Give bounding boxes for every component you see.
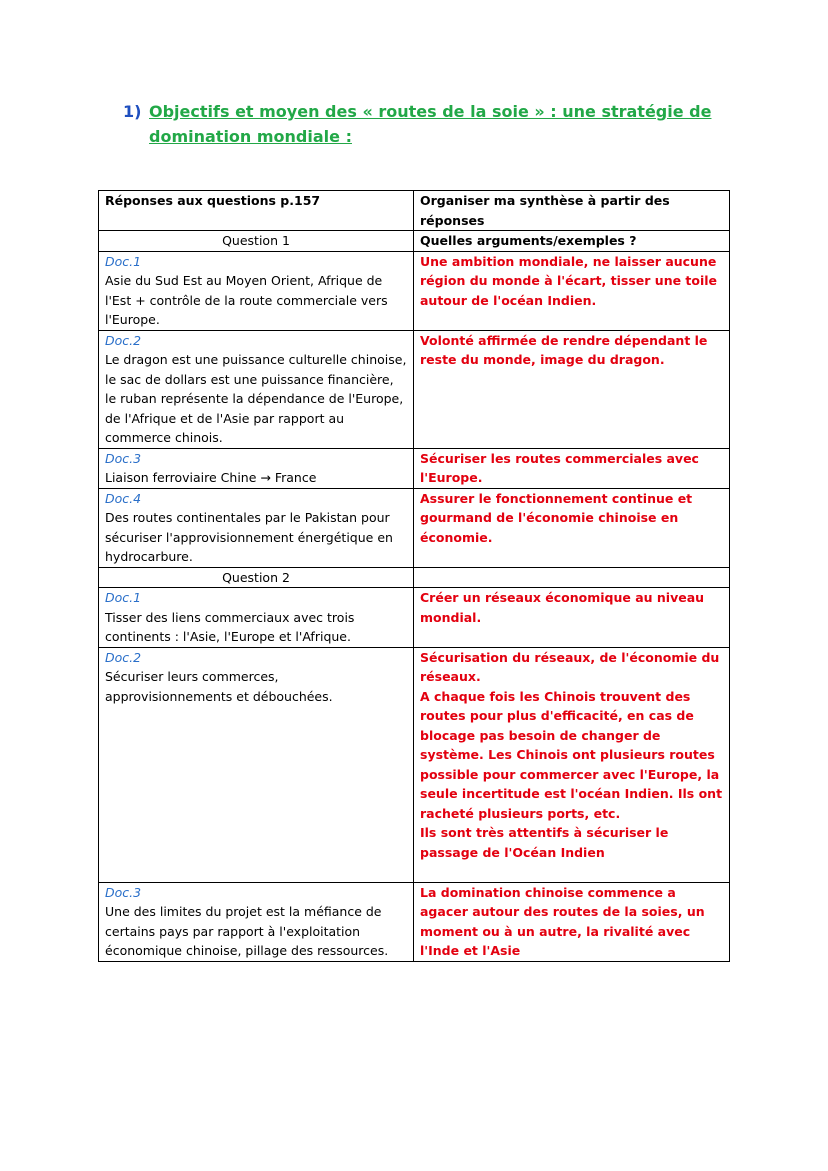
- section-number: 1): [123, 102, 142, 121]
- table-header-row: [99, 191, 730, 231]
- header-left: Réponses aux questions p.157: [99, 191, 414, 231]
- header-right: Organiser ma synthèse à partir des réponses: [414, 191, 730, 231]
- table-row: [99, 448, 730, 488]
- doc-text: Sécuriser leurs commerces, approvisionnements et débouchées.: [105, 669, 333, 704]
- doc-label: Doc.2: [105, 332, 142, 348]
- spacer: [420, 862, 723, 882]
- question-1-label: Question 1: [99, 231, 414, 252]
- answer-text: Une ambition mondiale, ne laisser aucune région du monde à l'écart, tisser une toile autour de l'océan Indien.: [420, 253, 718, 308]
- table-row: [99, 488, 730, 567]
- answer-text: Sécuriser les routes commerciales avec l'Europe.: [420, 450, 699, 485]
- doc-text: Liaison ferroviaire Chine → France: [105, 470, 317, 485]
- answer-text: Sécurisation du réseaux, de l'économie du réseaux.: [420, 649, 720, 684]
- doc-label: Doc.3: [105, 450, 142, 466]
- doc-text: Asie du Sud Est au Moyen Orient, Afrique de l'Est + contrôle de la route commerciale vers l'Europe.: [105, 273, 388, 327]
- table-row: [99, 882, 730, 961]
- answer-text: Créer un réseaux économique au niveau mondial.: [420, 590, 705, 625]
- doc-text: Le dragon est une puissance culturelle chinoise, le sac de dollars est une puissance financière, le ruban représente la dépendance de l'Europe, de l'Afrique et de l'Asie par rapport au commerce chinois.: [105, 352, 407, 445]
- answer-text: La domination chinoise commence a agacer autour des routes de la soies, un moment ou à un autre, la rivalité avec l'Inde et l'Asie: [420, 884, 705, 958]
- table-row: [99, 330, 730, 448]
- doc-text: Une des limites du projet est la méfiance de certains pays par rapport à l'exploitation économique chinoise, pillage des ressources.: [105, 904, 389, 958]
- section-heading: [123, 99, 723, 149]
- question-2-label: Question 2: [99, 567, 414, 588]
- question-2-row: [99, 567, 730, 588]
- question-2-right: [414, 567, 730, 588]
- section-title: Objectifs et moyen des « routes de la soie » : une stratégie de domination mondiale :: [149, 102, 712, 146]
- synthesis-table: [98, 190, 730, 962]
- answer-text: Ils sont très attentifs à sécuriser le passage de l'Océan Indien: [420, 825, 669, 860]
- table-row: [99, 647, 730, 882]
- doc-label: Doc.3: [105, 884, 142, 900]
- doc-text: Tisser des liens commerciaux avec trois continents : l'Asie, l'Europe et l'Afrique.: [105, 609, 355, 644]
- answer-text: Assurer le fonctionnement continue et gourmand de l'économie chinoise en économie.: [420, 490, 693, 545]
- doc-label: Doc.4: [105, 490, 142, 506]
- answer-text: Volonté affirmée de rendre dépendant le reste du monde, image du dragon.: [420, 332, 708, 367]
- table-row: [99, 588, 730, 648]
- answer-text: A chaque fois les Chinois trouvent des routes pour plus d'efficacité, en cas de blocage pas besoin de changer de système. Les Chinois ont plusieurs routes possible pour commercer avec l'Europe, la seule incertitude est l'océan Indien. Ils ont racheté plusieurs ports, etc.: [420, 688, 723, 821]
- doc-label: Doc.1: [105, 253, 142, 269]
- table-row: [99, 251, 730, 330]
- doc-label: Doc.1: [105, 590, 142, 605]
- doc-label: Doc.2: [105, 649, 142, 665]
- question-1-row: [99, 231, 730, 252]
- question-1-right: Quelles arguments/exemples ?: [414, 231, 730, 252]
- doc-text: Des routes continentales par le Pakistan pour sécuriser l'approvisionnement énergétique en hydrocarbure.: [105, 510, 393, 564]
